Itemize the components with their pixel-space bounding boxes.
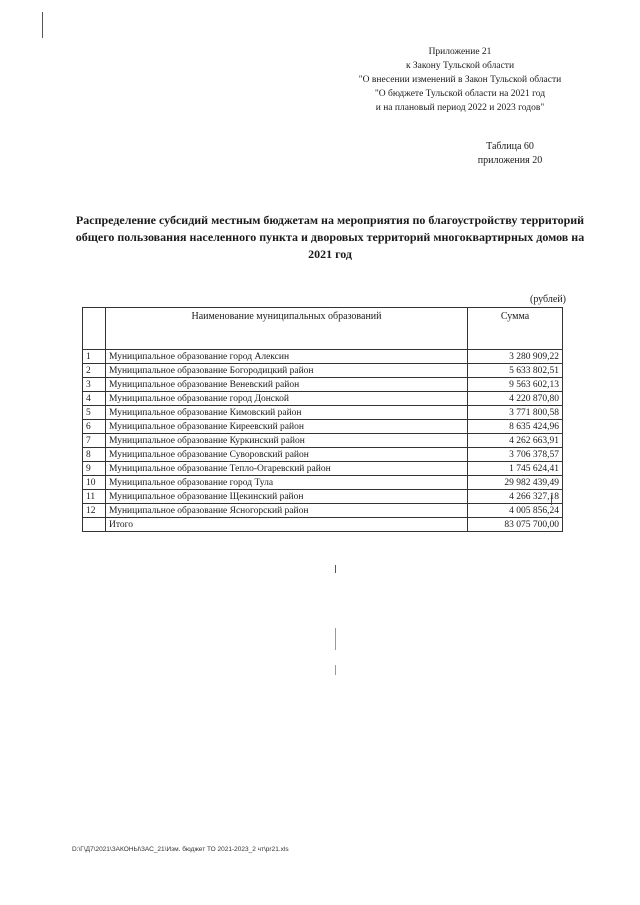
table-row bbox=[83, 448, 563, 462]
scan-mark bbox=[335, 565, 336, 573]
row-num: 1 bbox=[83, 350, 106, 364]
row-name: Муниципальное образование Суворовский район bbox=[106, 448, 468, 462]
row-name: Муниципальное образование Кимовский район bbox=[106, 406, 468, 420]
table-total-row bbox=[83, 518, 563, 532]
row-sum: 4 005 856,24 bbox=[468, 504, 563, 518]
table-row bbox=[83, 378, 563, 392]
appendix-line: "О бюджете Тульской области на 2021 год bbox=[374, 89, 546, 99]
row-num: 8 bbox=[83, 448, 106, 462]
units-label: (рублей) bbox=[529, 294, 566, 305]
row-num: 10 bbox=[83, 476, 106, 490]
row-name: Муниципальное образование Ясногорский район bbox=[106, 504, 468, 518]
document-title: Распределение субсидий местным бюджетам на мероприятия по благоустройству территорий общего пользования населенного пункта и дворовых территорий многоквартирных домов на 2021 год bbox=[75, 213, 585, 261]
row-sum: 4 220 870,80 bbox=[468, 392, 563, 406]
row-num: 6 bbox=[83, 420, 106, 434]
row-num: 9 bbox=[83, 462, 106, 476]
table-row bbox=[83, 406, 563, 420]
row-num: 11 bbox=[83, 490, 106, 504]
table-row bbox=[83, 434, 563, 448]
scan-mark bbox=[42, 12, 43, 38]
subsidy-table bbox=[82, 307, 563, 532]
total-num bbox=[83, 518, 106, 532]
table-row bbox=[83, 350, 563, 364]
row-name: Муниципальное образование Киреевский район bbox=[106, 420, 468, 434]
table-reference bbox=[440, 140, 580, 168]
row-sum: 3 280 909,22 bbox=[468, 350, 563, 364]
appendix-line: к Закону Тульской области bbox=[405, 61, 515, 71]
row-name: Муниципальное образование город Алексин bbox=[106, 350, 468, 364]
row-num: 12 bbox=[83, 504, 106, 518]
row-sum: 29 982 439,49 bbox=[468, 476, 563, 490]
appendix-line: "О внесении изменений в Закон Тульской области bbox=[358, 75, 562, 85]
row-name: Муниципальное образование Куркинский район bbox=[106, 434, 468, 448]
row-sum: 3 771 800,58 bbox=[468, 406, 563, 420]
table-row bbox=[83, 392, 563, 406]
appendix-line: Приложение 21 bbox=[428, 47, 492, 57]
row-sum: 5 633 802,51 bbox=[468, 364, 563, 378]
header-num bbox=[83, 308, 106, 350]
scan-mark bbox=[335, 665, 336, 675]
total-sum: 83 075 700,00 bbox=[468, 518, 563, 532]
row-name: Муниципальное образование город Донской bbox=[106, 392, 468, 406]
file-path-footer: D:\Г\Д7\2021\ЗАКОНЫ\ЗАС_21\Изм. бюджет ТО 2021-2023_2 чт\pr21.xls bbox=[72, 846, 289, 853]
table-row bbox=[83, 364, 563, 378]
header-name: Наименование муниципальных образований bbox=[106, 308, 468, 350]
row-sum: 1 745 624,41 bbox=[468, 462, 563, 476]
row-sum: 4 262 663,91 bbox=[468, 434, 563, 448]
row-sum: 4 266 327,18 bbox=[468, 490, 563, 504]
row-name: Муниципальное образование Тепло-Огаревский район bbox=[106, 462, 468, 476]
row-name: Муниципальное образование Веневский район bbox=[106, 378, 468, 392]
scan-mark bbox=[335, 628, 336, 650]
table-ref-line: приложения 20 bbox=[477, 155, 543, 166]
row-sum: 3 706 378,57 bbox=[468, 448, 563, 462]
row-sum: 9 563 602,13 bbox=[468, 378, 563, 392]
row-name: Муниципальное образование Щекинский район bbox=[106, 490, 468, 504]
header-sum: Сумма bbox=[468, 308, 563, 350]
table-row bbox=[83, 490, 563, 504]
appendix-header bbox=[300, 45, 620, 115]
table-row bbox=[83, 504, 563, 518]
row-name: Муниципальное образование город Тула bbox=[106, 476, 468, 490]
table-header-row bbox=[83, 308, 563, 350]
row-name: Муниципальное образование Богородицкий район bbox=[106, 364, 468, 378]
row-num: 2 bbox=[83, 364, 106, 378]
table-row bbox=[83, 462, 563, 476]
appendix-line: и на плановый период 2022 и 2023 годов" bbox=[375, 103, 545, 113]
table-row bbox=[83, 476, 563, 490]
total-label: Итого bbox=[106, 518, 468, 532]
table-row bbox=[83, 420, 563, 434]
row-sum: 8 635 424,96 bbox=[468, 420, 563, 434]
row-num: 7 bbox=[83, 434, 106, 448]
row-num: 5 bbox=[83, 406, 106, 420]
row-num: 3 bbox=[83, 378, 106, 392]
table-ref-line: Таблица 60 bbox=[486, 141, 534, 152]
row-num: 4 bbox=[83, 392, 106, 406]
